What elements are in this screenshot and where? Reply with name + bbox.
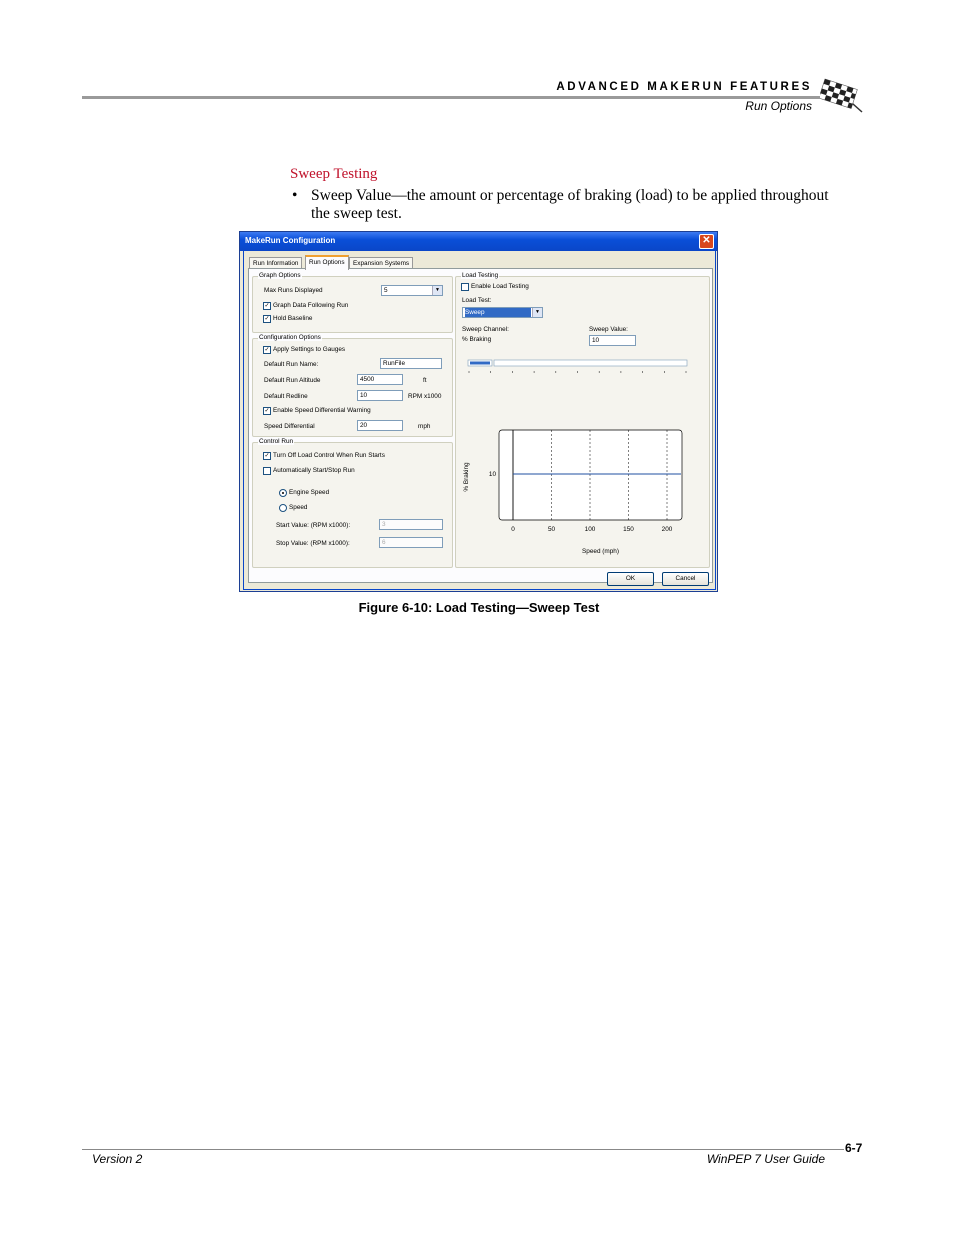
x-tick-label: 50 [547, 526, 556, 533]
redline-unit: RPM x1000 [408, 393, 442, 400]
load-testing-group [455, 272, 710, 568]
x-tick-label: 150 [623, 526, 634, 533]
hold-baseline-checkbox[interactable]: ✓ [264, 316, 270, 322]
footer-guide-title: WinPEP 7 User Guide [706, 1152, 825, 1166]
y-tick-label: 10 [488, 471, 496, 478]
close-icon[interactable]: ✕ [699, 234, 714, 249]
default-run-altitude-input[interactable]: 4500 [357, 374, 403, 385]
slider-fill [470, 362, 490, 365]
bullet-marker: • [292, 187, 298, 204]
speed-diff-warning-checkbox[interactable]: ✓ [264, 408, 270, 414]
page-number: 6-7 [845, 1141, 863, 1155]
stop-value-label: Stop Value: (RPM x1000): [276, 540, 350, 547]
default-redline-label: Default Redline [264, 393, 308, 400]
footer-rule [82, 1149, 844, 1150]
chevron-down-icon[interactable]: ▼ [532, 308, 542, 317]
run-options-panel [248, 268, 713, 583]
engine-speed-radio[interactable] [279, 489, 287, 497]
chevron-down-icon[interactable]: ▼ [432, 286, 442, 295]
speed-differential-label: Speed Differential [264, 423, 315, 430]
sweep-channel-value: % Braking [462, 336, 492, 343]
control-run-label: Control Run [259, 438, 294, 445]
load-testing-label: Load Testing [462, 272, 499, 279]
speed-label: Speed [289, 504, 308, 511]
y-axis-label: % Braking [463, 462, 470, 492]
footer-version: Version 2 [92, 1152, 143, 1166]
tab-run-options[interactable]: Run Options [305, 255, 349, 270]
x-tick-label: 200 [661, 526, 673, 533]
x-tick-label: 100 [584, 526, 596, 533]
speed-diff-warning-label: Enable Speed Differential Warning [273, 407, 371, 414]
sweep-channel-label: Sweep Channel: [462, 326, 509, 333]
apply-settings-checkbox[interactable]: ✓ [264, 347, 270, 353]
load-test-value: Sweep [465, 308, 531, 317]
x-axis-label: Speed (mph) [582, 548, 619, 555]
turn-off-load-control-label: Turn Off Load Control When Run Starts [273, 452, 385, 459]
stop-value-input[interactable]: 6 [379, 537, 443, 548]
graph-following-checkbox[interactable]: ✓ [264, 303, 270, 309]
default-run-altitude-label: Default Run Altitude [264, 377, 321, 384]
configuration-options-group [252, 334, 453, 437]
default-run-name-label: Default Run Name: [264, 361, 319, 368]
ok-button[interactable]: OK [607, 572, 654, 586]
bullet-text: Sweep Value—the amount or percentage of braking (load) to be applied throughout the sweep test. [311, 187, 829, 222]
cancel-button[interactable]: Cancel [662, 572, 709, 586]
hold-baseline-label: Hold Baseline [273, 315, 313, 322]
section-title: Sweep Testing [290, 166, 378, 182]
auto-start-stop-label: Automatically Start/Stop Run [273, 467, 355, 474]
start-value-input[interactable]: 3 [379, 519, 443, 530]
turn-off-load-control-checkbox[interactable]: ✓ [264, 453, 270, 459]
start-value-label: Start Value: (RPM x1000): [276, 522, 351, 529]
graph-following-label: Graph Data Following Run [273, 302, 349, 309]
graph-options-label: Graph Options [259, 272, 301, 279]
enable-load-testing-label: Enable Load Testing [471, 283, 529, 290]
dialog-titlebar[interactable] [240, 232, 717, 251]
control-run-group [252, 438, 453, 568]
slider-track [494, 360, 687, 366]
running-header-title: ADVANCED MAKERUN FEATURES [556, 81, 812, 93]
default-run-name-input[interactable]: RunFile [380, 358, 442, 369]
dialog-body [243, 251, 716, 590]
configuration-options-label: Configuration Options [259, 334, 321, 341]
max-runs-value: 5 [384, 287, 388, 294]
speed-differential-input[interactable]: 20 [357, 420, 403, 431]
sweep-value-input[interactable]: 10 [589, 335, 636, 346]
dialog-title: MakeRun Configuration [245, 236, 336, 245]
apply-settings-label: Apply Settings to Gauges [273, 346, 346, 353]
checkered-flag-icon [820, 76, 866, 114]
sweep-value-label: Sweep Value: [589, 326, 628, 333]
figure-caption: Figure 6-10: Load Testing—Sweep Test [358, 600, 600, 615]
max-runs-label: Max Runs Displayed [264, 287, 323, 294]
makerun-configuration-dialog [239, 231, 718, 592]
tab-run-information[interactable]: Run Information [249, 257, 302, 269]
speed-differential-unit: mph [418, 423, 431, 430]
auto-start-stop-checkbox[interactable] [263, 467, 271, 475]
engine-speed-label: Engine Speed [289, 489, 330, 496]
chart-plot-area [499, 430, 682, 520]
sweep-chart [456, 277, 709, 567]
speed-radio[interactable] [279, 504, 287, 512]
graph-options-group [252, 272, 453, 333]
sweep-slider[interactable] [468, 360, 687, 373]
x-tick-label: 0 [511, 526, 515, 533]
tab-expansion-systems[interactable]: Expansion Systems [349, 257, 413, 269]
default-redline-input[interactable]: 10 [357, 390, 403, 401]
altitude-unit: ft [423, 377, 427, 384]
load-test-label: Load Test: [462, 297, 492, 304]
running-header-subtitle: Run Options [745, 99, 812, 113]
max-runs-select[interactable] [381, 285, 443, 296]
